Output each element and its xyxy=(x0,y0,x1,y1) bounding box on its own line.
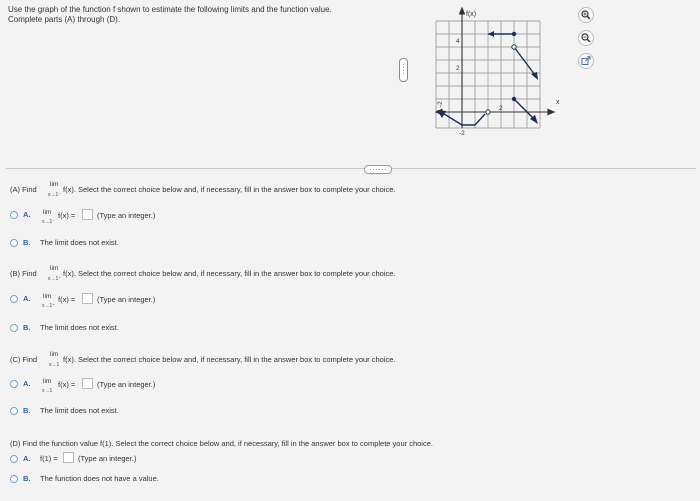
part-b-a-fx: f(x) = xyxy=(58,295,76,304)
part-a-lim: lim xyxy=(50,181,59,188)
part-b-lim: lim xyxy=(50,265,59,272)
part-b-a-type: (Type an integer.) xyxy=(97,295,156,304)
part-a-a-lim-sub: x→1⁻ xyxy=(42,219,55,225)
part-b-option-a-label: A. xyxy=(23,294,31,303)
part-c-option-a-label: A. xyxy=(23,379,31,388)
part-c-prefix: (C) Find xyxy=(10,355,38,364)
x-axis-label: x xyxy=(556,99,560,106)
part-c-a-lim-sub: x→1 xyxy=(42,388,53,394)
zoom-in-icon xyxy=(581,10,591,20)
instructions-line-1: Use the graph of the function f shown to estimate the following limits and the function value. xyxy=(8,5,332,14)
part-b-prefix: (B) Find xyxy=(10,269,37,278)
part-d-question: (D) Find the function value f(1). Select the correct choice below and, if necessary, fill in the answer box to complete your choice. xyxy=(10,439,433,448)
part-a-a-type: (Type an integer.) xyxy=(97,211,156,220)
part-b-question: f(x). Select the correct choice below and, if necessary, fill in the answer box to complete your choice. xyxy=(63,269,396,278)
tick-y-2: 2 xyxy=(456,65,460,72)
part-d-option-a-label: A. xyxy=(23,454,31,463)
part-c-a-lim: lim xyxy=(43,378,52,385)
part-d-option-b-label: B. xyxy=(23,474,31,483)
part-a-lim-sub: x→1⁻ xyxy=(48,192,61,198)
zoom-in-button[interactable] xyxy=(578,7,594,23)
arrow-top-left-end xyxy=(488,31,494,37)
part-b-lim-sub: x→1⁺ xyxy=(48,276,61,282)
part-c-lim: lim xyxy=(50,351,59,358)
part-a-answer-input[interactable] xyxy=(82,209,93,220)
part-c-option-a-radio[interactable] xyxy=(10,380,18,388)
part-a-option-b-radio[interactable] xyxy=(10,239,18,247)
part-a-prefix: (A) Find xyxy=(10,185,37,194)
part-b-a-lim: lim xyxy=(43,293,52,300)
part-d-option-b-text: The function does not have a value. xyxy=(40,474,159,483)
tick-x-neg-2: -2 xyxy=(437,101,444,107)
part-a-question: f(x). Select the correct choice below and, if necessary, fill in the answer box to complete your choice. xyxy=(63,185,396,194)
part-c-option-b-text: The limit does not exist. xyxy=(40,406,119,415)
zoom-out-button[interactable] xyxy=(578,30,594,46)
part-c-option-b-radio[interactable] xyxy=(10,407,18,415)
horizontal-splitter-handle[interactable] xyxy=(364,165,392,174)
function-graph xyxy=(428,0,578,135)
external-link-icon xyxy=(581,56,591,66)
part-b-option-a-radio[interactable] xyxy=(10,295,18,303)
open-point-left xyxy=(486,110,490,114)
part-c-lim-sub: x→1 xyxy=(49,362,60,368)
part-d-option-b-radio[interactable] xyxy=(10,475,18,483)
part-c-answer-input[interactable] xyxy=(82,378,93,389)
filled-point-top xyxy=(512,32,516,36)
part-a-a-lim: lim xyxy=(43,209,52,216)
open-point-right xyxy=(512,45,516,49)
tick-y-neg-2: -2 xyxy=(459,130,465,135)
section-divider xyxy=(6,168,696,169)
part-d-option-a-radio[interactable] xyxy=(10,455,18,463)
zoom-out-icon xyxy=(581,33,591,43)
tick-x-2: 2 xyxy=(499,105,503,112)
part-b-option-b-text: The limit does not exist. xyxy=(40,323,119,332)
part-a-a-fx: f(x) = xyxy=(58,211,76,220)
part-b-a-lim-sub: x→1⁺ xyxy=(42,303,55,309)
part-d-a-type: (Type an integer.) xyxy=(78,454,137,463)
part-c-option-b-label: B. xyxy=(23,406,31,415)
part-c-a-type: (Type an integer.) xyxy=(97,380,156,389)
part-d-answer-input[interactable] xyxy=(63,452,74,463)
vertical-splitter-handle[interactable] xyxy=(399,58,408,82)
part-a-option-b-text: The limit does not exist. xyxy=(40,238,119,247)
part-c-question: f(x). Select the correct choice below and, if necessary, fill in the answer box to complete your choice. xyxy=(63,355,396,364)
part-a-option-a-radio[interactable] xyxy=(10,211,18,219)
graph-segment-left xyxy=(441,112,485,125)
tick-y-4: 4 xyxy=(456,38,460,45)
y-axis-label: f(x) xyxy=(466,11,477,18)
part-c-a-fx: f(x) = xyxy=(58,380,76,389)
part-b-answer-input[interactable] xyxy=(82,293,93,304)
popout-button[interactable] xyxy=(578,53,594,69)
part-a-option-b-label: B. xyxy=(23,238,31,247)
graph-segment-bottom xyxy=(514,99,535,120)
instructions-line-2: Complete parts (A) through (D). xyxy=(8,15,121,24)
part-b-option-b-label: B. xyxy=(23,323,31,332)
filled-point-bottom xyxy=(512,97,516,101)
graph-segment-right xyxy=(514,47,535,75)
part-d-a-text: f(1) = xyxy=(40,454,58,463)
part-a-option-a-label: A. xyxy=(23,210,31,219)
part-b-option-b-radio[interactable] xyxy=(10,324,18,332)
